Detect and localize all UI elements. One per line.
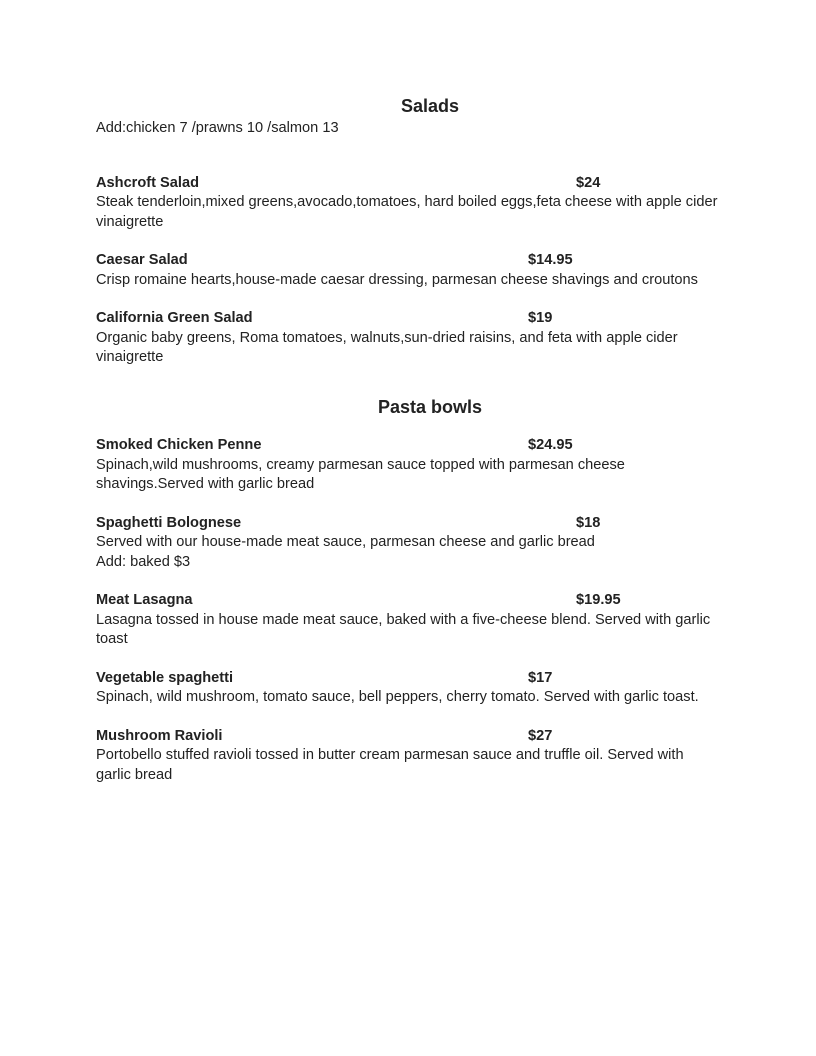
menu-item-price: $17 <box>528 669 553 686</box>
spacer <box>96 495 720 514</box>
menu-item-name: Caesar Salad <box>96 252 188 268</box>
menu-item-price: $18 <box>576 514 601 531</box>
menu-item-header <box>96 309 720 329</box>
menu-item-header <box>96 514 720 534</box>
menu-item-description: Spinach,wild mushrooms, creamy parmesan sauce topped with parmesan cheese shavings.Served with garlic bread <box>96 456 625 492</box>
menu-item-name: Ashcroft Salad <box>96 174 199 191</box>
menu-item-header <box>96 436 720 456</box>
menu-item-description: Spinach, wild mushroom, tomato sauce, bell peppers, cherry tomato. Served with garlic toast. <box>96 689 699 705</box>
spacer <box>96 572 720 591</box>
pasta-section-title: Pasta bowls <box>377 396 483 417</box>
menu-item-header <box>96 669 720 689</box>
menu-item <box>96 669 720 708</box>
menu-item-price: $19 <box>528 310 553 326</box>
spacer <box>96 139 720 174</box>
menu-item-price: $27 <box>528 727 553 744</box>
menu-item <box>96 251 720 290</box>
salads-addon-note: Add:chicken 7 /prawns 10 /salmon 13 <box>96 120 339 136</box>
menu-item-description: Lasagna tossed in house made meat sauce, baked with a five-cheese blend. Served with garlic toast <box>96 611 711 647</box>
menu-item <box>96 174 720 233</box>
menu-item-description: Crisp romaine hearts,house-made caesar dressing, parmesan cheese shavings and croutons <box>96 271 698 288</box>
menu-item-name: California Green Salad <box>96 310 253 326</box>
spacer <box>96 650 720 669</box>
menu-item <box>96 591 720 650</box>
menu-item <box>96 436 720 495</box>
menu-item-name: Spaghetti Bolognese <box>96 514 242 531</box>
menu-item-name: Smoked Chicken Penne <box>96 437 262 453</box>
menu-item-name: Meat Lasagna <box>96 592 193 608</box>
menu-item-description: Portobello stuffed ravioli tossed in butter cream parmesan sauce and truffle oil. Served with garlic bread <box>96 747 684 783</box>
menu-item <box>96 309 720 368</box>
salads-section-title: Salads <box>400 96 460 116</box>
menu-item-price: $24 <box>576 174 601 191</box>
menu-item-price: $19.95 <box>576 592 621 608</box>
menu-item-addon: Add: baked $3 <box>96 553 191 570</box>
menu-item-header <box>96 174 720 194</box>
menu-item-name: Vegetable spaghetti <box>96 669 234 686</box>
menu-item-header <box>96 727 720 747</box>
menu-item-header <box>96 251 720 271</box>
spacer <box>96 418 720 437</box>
menu-item-header <box>96 591 720 611</box>
menu-item-price: $24.95 <box>528 437 573 453</box>
menu-item-price: $14.95 <box>528 252 573 268</box>
menu-item <box>96 514 720 573</box>
menu-item <box>96 727 720 786</box>
menu-item-description: Steak tenderloin,mixed greens,avocado,tomatoes, hard boiled eggs,feta cheese with apple cider vinaigrette <box>96 194 718 230</box>
menu-item-description: Organic baby greens, Roma tomatoes, walnuts,sun-dried raisins, and feta with apple cider vinaigrette <box>96 329 678 365</box>
spacer <box>96 290 720 309</box>
spacer <box>96 708 720 727</box>
menu-item-description: Served with our house-made meat sauce, parmesan cheese and garlic bread <box>96 534 595 550</box>
menu-item-name: Mushroom Ravioli <box>96 727 223 744</box>
spacer <box>96 232 720 251</box>
